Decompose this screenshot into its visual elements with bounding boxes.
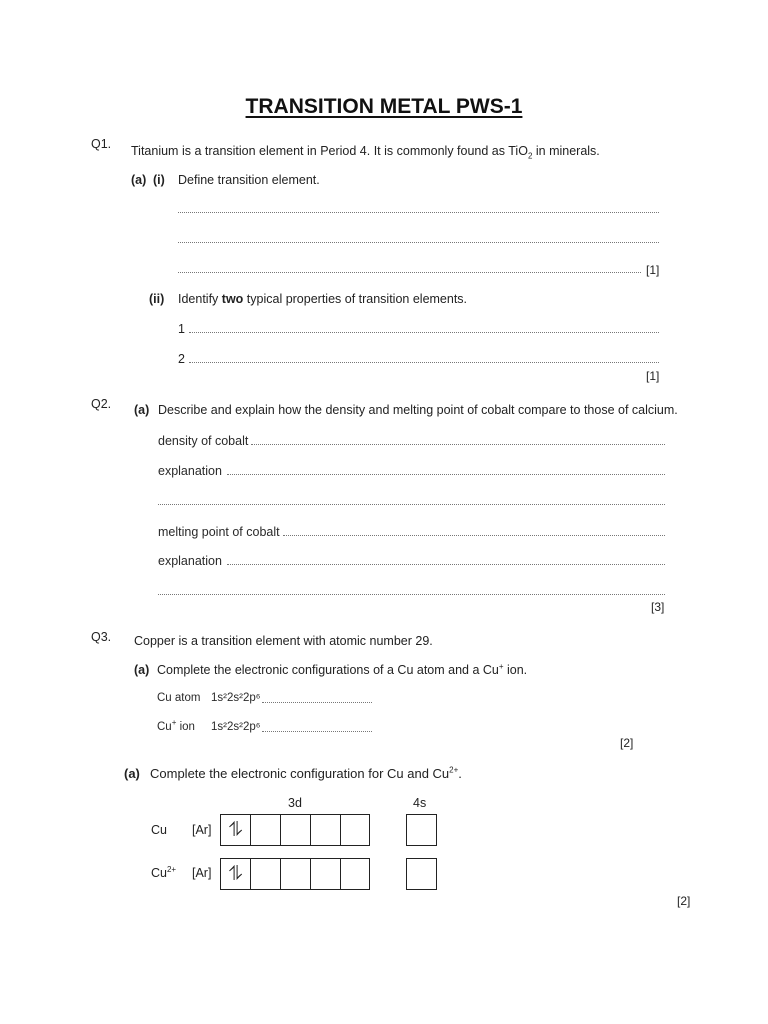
q1-line-1-label: 1 [178,322,185,336]
cu-3d-box-5[interactable] [341,815,371,845]
q3-b-mark: [2] [677,894,691,908]
row1-species: Cu [151,823,167,837]
cu2-3d-box-2[interactable] [251,859,281,889]
q1-part-a-label: (a) [131,173,147,187]
q2-explanation-line-4[interactable] [158,594,665,595]
q3-part-a-text: Complete the electronic configurations of a Cu atom and a Cu+ ion. [157,661,528,677]
q1-part-ii-text: Identify two typical properties of transition elements. [178,292,468,306]
cu2-3d-box-5[interactable] [341,859,371,889]
orbital-3d-label: 3d [288,796,302,810]
q1-i-mark: [1] [646,263,660,277]
q3-cu-ion-line[interactable] [262,731,372,732]
q1-answer-line-1[interactable] [178,212,659,213]
q1-answer-line-3[interactable] [178,272,641,273]
q3-number: Q3. [91,630,112,644]
q3-cu-ion-label: Cu+ ion [157,718,195,733]
orbital-4s-label: 4s [413,796,427,810]
q3-intro: Copper is a transition element with atomic number 29. [134,634,433,648]
q2-number: Q2. [91,397,112,411]
q2-explanation-line-3[interactable] [227,564,665,565]
cu-3d-box-3[interactable] [281,815,311,845]
q2-melting-line[interactable] [283,535,665,536]
q2-density-line[interactable] [251,444,665,445]
q2-part-a-text: Describe and explain how the density and melting point of cobalt compare to those of calcium. [158,403,678,417]
cu2-3d-box-1[interactable]: ⥮ [221,859,251,889]
row2-core: [Ar] [192,866,212,880]
q3-cu-ion-config: 1s²2s²2p⁶ [211,721,261,733]
q3-part-b-label: (a) [124,766,140,781]
cu-3d-box-4[interactable] [311,815,341,845]
q2-explanation-line-2[interactable] [158,504,665,505]
cu-3d-orbitals [220,814,370,846]
q2-explanation-label-1: explanation [158,464,222,478]
q1-line-2-label: 2 [178,352,185,366]
q3-part-a-label: (a) [134,663,150,677]
cu2-4s-box[interactable] [406,858,437,890]
cu2-3d-box-3[interactable] [281,859,311,889]
row2-species: $Cu^{2+}$ [151,864,177,880]
q1-property-line-1[interactable] [189,332,659,333]
q1-part-ii-label: (ii) [149,292,165,306]
q2-density-label: density of cobalt [158,434,249,448]
q3-cu-atom-line[interactable] [262,702,372,703]
q2-melting-label: melting point of cobalt [158,525,280,539]
cu-3d-box-2[interactable] [251,815,281,845]
q2-explanation-label-2: explanation [158,554,222,568]
q2-part-a-label: (a) [134,403,150,417]
q2-explanation-line-1[interactable] [227,474,665,475]
q1-part-i-label: (i) [153,173,165,187]
q3-part-b-text: Complete the electronic configuration for Cu and $Cu^{2+}$. [150,765,462,781]
q1-part-i-text: Define transition element. [178,173,320,187]
cu-3d-box-1[interactable]: ⥮ [221,815,251,845]
q1-ii-mark: [1] [646,369,660,383]
q3-a-mark: [2] [620,736,634,750]
row1-core: [Ar] [192,823,212,837]
cu2-3d-orbitals [220,858,370,890]
q1-answer-line-2[interactable] [178,242,659,243]
q3-cu-atom-config: 1s²2s²2p⁶ [211,692,261,704]
cu-4s-box[interactable] [406,814,437,846]
page-title: TRANSITION METAL PWS-1 [245,95,523,118]
cu2-3d-box-4[interactable] [311,859,341,889]
q1-intro: Titanium is a transition element in Period 4. It is commonly found as TiO$_2$ in minerals. [131,144,600,161]
q3-cu-atom-label: Cu atom [157,692,201,704]
q1-property-line-2[interactable] [189,362,659,363]
q2-mark: [3] [651,600,665,614]
q1-number: Q1. [91,137,112,151]
